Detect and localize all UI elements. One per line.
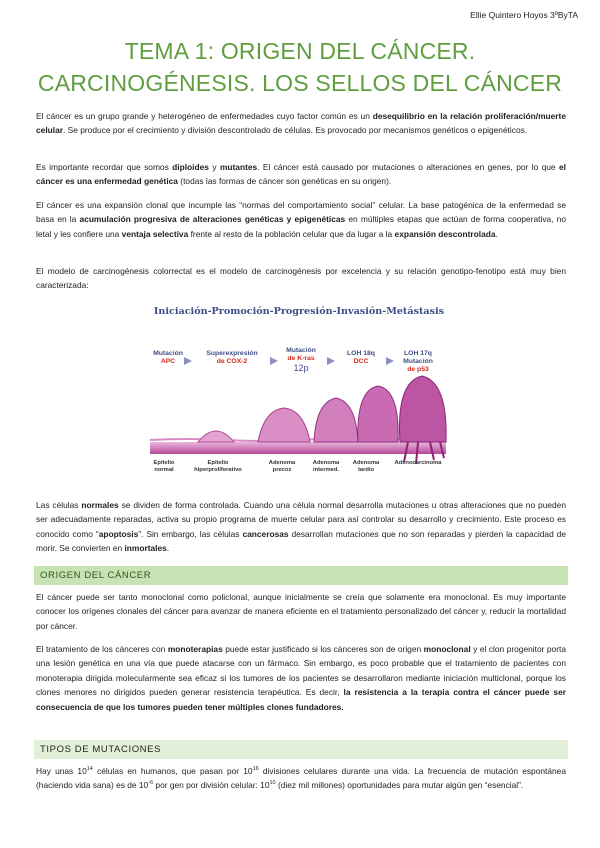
text-run: se dividen de forma controlada. Cuando una célula normal desarrolla mutaciones u otras alteraciones que no pueden ser adecuadamente reparadas, activa su propio programa de muerte celular para así controlar su desarrollo y crecimiento. Este proceso es conocido como “: [36, 500, 566, 539]
adenocarcinoma: [399, 376, 446, 442]
text-run: .: [166, 543, 170, 554]
intro-paragraph-2: [36, 160, 566, 189]
caption-hyperproliferative: [186, 460, 250, 474]
bold-text-run: diploides: [172, 162, 209, 172]
early-adenoma: [258, 408, 310, 442]
text-run: divisiones celulares durante una vida. La frecuencia de mutación espontánea (haciendo vida sana) es de 10: [36, 766, 566, 791]
caption-line: Adenocarcinoma: [394, 460, 442, 466]
caption-line: hiperproliferativo: [194, 467, 242, 473]
caption-line: tardío: [357, 467, 375, 473]
text-run: Es importante recordar que somos: [36, 162, 173, 172]
intermediate-adenoma: [314, 398, 358, 442]
text-run: ”. Sin embargo, las células: [138, 528, 243, 539]
figure-title: Iniciación-Promoción-Progresión-Invasión-Metástasis: [153, 306, 445, 317]
text-run: Las células: [36, 500, 82, 510]
bold-text-run: desequilibrio en la relación proliferación/muerte celular: [36, 111, 566, 136]
bold-text-run: expansión descontrolada: [394, 228, 496, 239]
label-line: de K-ras: [287, 355, 315, 362]
bold-text-run: ventaja selectiva: [121, 228, 189, 239]
caption-line: Adenoma: [352, 460, 380, 466]
bold-text-run: inmortales: [124, 543, 167, 554]
caption-line: Epitelio: [207, 460, 229, 466]
section-heading-text: ORIGEN DEL CÁNCER: [40, 570, 152, 581]
origen-paragraph-1: [36, 590, 566, 633]
page-title-line-1: TEMA 1: ORIGEN DEL CÁNCER.: [124, 38, 476, 64]
label-line: 12p: [293, 363, 309, 373]
origen-paragraph-2: [36, 642, 566, 714]
text-run: desarrollan mutaciones que no son reparadas y pierden la capacidad de morir. Se convierten en: [36, 528, 566, 554]
text-run: El cáncer puede ser tanto monoclonal como policlonal, aunque inicialmente se creía que solamente era monoclonal. Es muy importante conocer los orígenes clonales del cáncer para avanzar de manera eficiente en el tratamiento personalizado del cáncer y, reducir la mortalidad por cáncer.: [36, 592, 566, 631]
caption-normal: [146, 460, 182, 474]
label-line: de COX-2: [216, 358, 248, 365]
label-line: Superexpresión: [206, 350, 258, 357]
intro-paragraph-4: [36, 264, 566, 293]
intro-paragraph-1: [36, 109, 566, 138]
after-figure-paragraph: [36, 498, 566, 556]
caption-intermediate-adenoma: [306, 460, 346, 474]
text-run: . El cáncer está causado por mutaciones o alteraciones en genes, por lo que: [257, 162, 559, 172]
caption-line: intermed.: [312, 467, 340, 473]
caption-early-adenoma: [262, 460, 302, 474]
late-adenoma: [358, 386, 398, 442]
text-run: El cáncer es un grupo grande y heterogéneo de enfermedades cuyo factor común es un: [36, 111, 373, 121]
text-run: por gen por división celular: 10: [153, 780, 270, 791]
bold-text-run: monoterapias: [167, 644, 223, 654]
progression-arrows: [184, 357, 394, 365]
label-line: APC: [160, 358, 176, 365]
text-run: frente al resto de la población celular que da lugar a la: [188, 228, 395, 239]
text-run: y el clon progenitor porta una lesión genética en una vía que puede atacarse con un fármaco. Sin embargo, es poco probable que el tratamiento de pacientes con monoterapia dirigida molecularmente sea eficaz si los tumores de los pacientes se desarrollaron mediante iniciación multiclonal, porque los clones menores no dirigidos pueden generar resistencia terapéutica. Es decir,: [36, 644, 566, 698]
label-line: de p53: [407, 366, 429, 373]
text-run: puede estar justificado si los cánceres son de origen: [222, 644, 424, 654]
text-run: y: [208, 162, 220, 172]
page-title-line-2: CARCINOGÉNESIS. LOS SELLOS DEL CÁNCER: [37, 70, 563, 96]
bold-text-run: mutantes: [219, 162, 258, 172]
caption-line: Adenoma: [268, 460, 296, 466]
bold-text-run: acumulación progresiva de alteraciones genéticas y epigenéticas: [79, 214, 346, 225]
text-run: (diez mil millones) oportunidades para mutar algún gen “esencial”.: [275, 780, 524, 791]
caption-line: Adenoma: [312, 460, 340, 466]
base-epithelium: [150, 442, 446, 454]
label-line: LOH 17q: [404, 350, 432, 357]
caption-adenocarcinoma: [386, 460, 450, 467]
bold-text-run: el cáncer es una enfermedad genética: [36, 162, 566, 187]
text-run: Hay unas 10: [36, 766, 87, 776]
text-run: El modelo de carcinogénesis colorrectal es el modelo de carcinogénesis por excelencia y su relación genotipo-fenotipo está muy bien caracterizada:: [36, 266, 566, 291]
label-line: DCC: [353, 358, 369, 365]
section-heading-tipos: [34, 740, 568, 759]
bold-text-run: la resistencia a la terapia contra el cáncer puede ser consecuencia de que los tumores pueden tener múltiples clones fundadores.: [36, 687, 566, 712]
section-heading-text: TIPOS DE MUTACIONES: [40, 744, 162, 755]
exponent: 16: [252, 766, 259, 773]
text-run: El cáncer es una expansión clonal que incumple las “normas del comportamiento social” celular. La base patogénica de la enfermedad se basa en la: [36, 200, 566, 225]
caption-line: precoz: [272, 467, 292, 473]
bold-text-run: apoptosis: [98, 528, 139, 539]
caption-line: normal: [154, 467, 174, 473]
bold-text-run: cancerosas: [242, 528, 289, 539]
text-run: . Se produce por el crecimiento y división descontrolado de células. Es provocado por mecanismos genéticos o epigenéticos.: [63, 125, 528, 136]
text-run: El tratamiento de los cánceres con: [36, 644, 168, 654]
label-line: LOH 18q: [347, 350, 375, 357]
text-run: (todas las formas de cáncer son genéticas en su origen).: [177, 176, 392, 187]
bold-text-run: normales: [81, 500, 119, 510]
text-run: células en humanos, que pasan por 10: [92, 766, 253, 776]
label-line: Mutación: [286, 347, 316, 354]
label-line: Mutación: [153, 350, 183, 357]
author-header: Ellie Quintero Hoyos 3ºByTA: [470, 10, 578, 20]
section-heading-origen: [34, 566, 568, 585]
exponent: 10: [269, 780, 276, 787]
label-line: Mutación: [403, 358, 433, 365]
carcinogenesis-figure: [146, 302, 452, 490]
caption-line: Epitelio: [153, 460, 175, 466]
intro-paragraph-3: [36, 198, 566, 241]
text-run: .: [495, 228, 498, 239]
tipos-paragraph-1: [36, 764, 566, 793]
hyperproliferative-bump: [198, 431, 234, 442]
exponent: -6: [148, 780, 154, 787]
caption-late-adenoma: [346, 460, 386, 474]
text-run: en múltiples etapas que actúan de forma cooperativa, no letal y les confiere una: [36, 214, 566, 239]
bold-text-run: monoclonal: [423, 644, 471, 654]
exponent: 14: [86, 766, 93, 773]
